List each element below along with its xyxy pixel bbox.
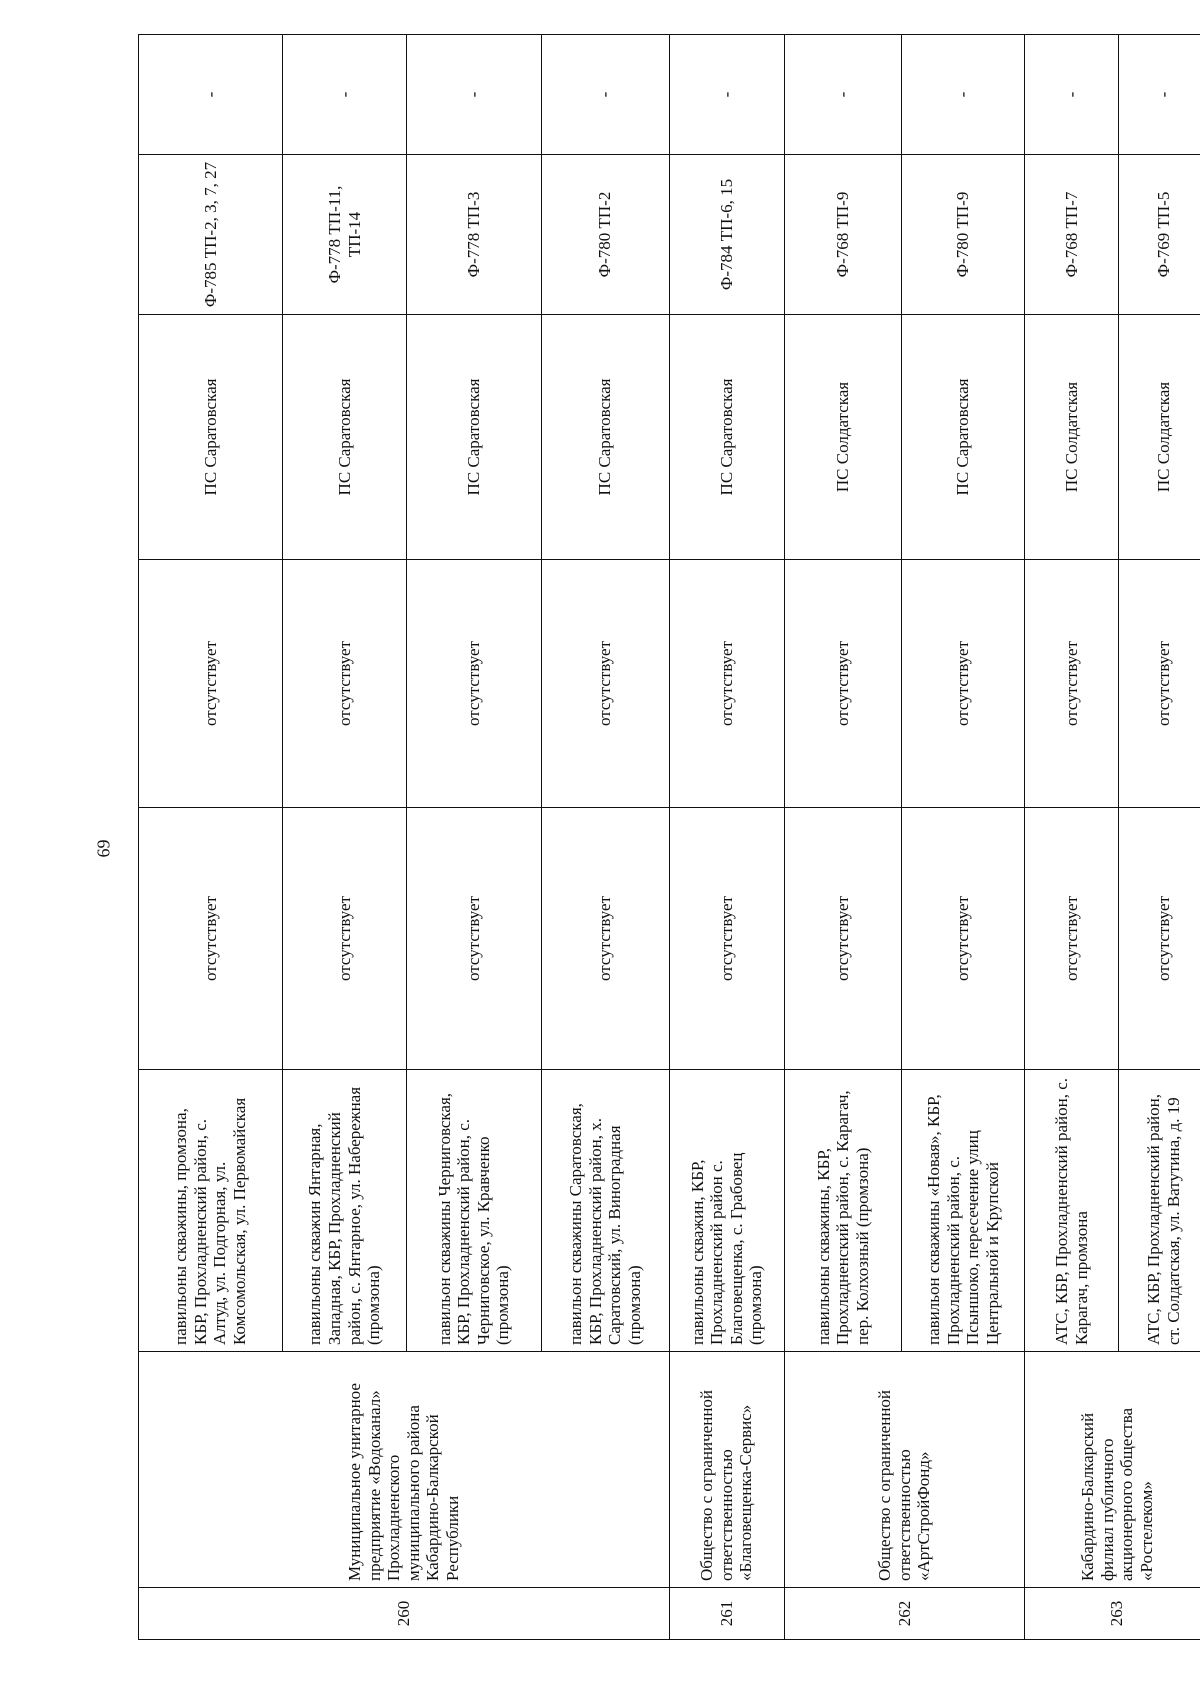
cell-col5: отсутствует bbox=[282, 560, 407, 808]
row-number: 261 bbox=[669, 1588, 784, 1640]
substation: ПС Саратовская bbox=[407, 315, 541, 560]
feeder: Ф-768 ТП-7 bbox=[1025, 155, 1118, 315]
cell-last: - bbox=[541, 35, 669, 155]
organization-name: Общество с ограниченной ответственностью «АртСтройФонд» bbox=[784, 1352, 1025, 1588]
table-row bbox=[1025, 35, 1118, 1640]
row-number: 263 bbox=[1025, 1588, 1200, 1640]
feeder: Ф-780 ТП-9 bbox=[902, 155, 1025, 315]
cell-col4: отсутствует bbox=[541, 808, 669, 1070]
object-address: павильоны скважины, КБР, Прохладненский район, с. Карагач, пер. Колхозный (промзона) bbox=[784, 1070, 901, 1352]
cell-col4: отсутствует bbox=[902, 808, 1025, 1070]
row-number: 260 bbox=[139, 1588, 670, 1640]
feeder: Ф-778 ТП-3 bbox=[407, 155, 541, 315]
table-row bbox=[139, 35, 283, 1640]
table-row bbox=[669, 35, 784, 1640]
feeder: Ф-769 ТП-5 bbox=[1118, 155, 1200, 315]
row-number: 262 bbox=[784, 1588, 1025, 1640]
cell-last: - bbox=[1118, 35, 1200, 155]
cell-last: - bbox=[407, 35, 541, 155]
cell-col5: отсутствует bbox=[902, 560, 1025, 808]
cell-col5: отсутствует bbox=[1025, 560, 1118, 808]
object-address: павильон скважины Саратовская, КБР, Прохладненский район, х. Саратовский, ул. Виноградная (промзона) bbox=[541, 1070, 669, 1352]
organization-name: Муниципальное унитарное предприятие «Водоканал» Прохладненского муниципального района Кабардино-Балкарской Республики bbox=[139, 1352, 670, 1588]
cell-col4: отсутствует bbox=[1025, 808, 1118, 1070]
substation: ПС Солдатская bbox=[1118, 315, 1200, 560]
object-address: павильон скважины Черниговская, КБР, Прохладненский район, с. Черниговское, ул. Кравченко (промзона) bbox=[407, 1070, 541, 1352]
cell-col4: отсутствует bbox=[784, 808, 901, 1070]
object-address: АТС, КБР, Прохладненский район, ст. Солдатская, ул. Ватутина, д. 19 bbox=[1118, 1070, 1200, 1352]
substation: ПС Саратовская bbox=[541, 315, 669, 560]
substation: ПС Солдатская bbox=[784, 315, 901, 560]
cell-col5: отсутствует bbox=[669, 560, 784, 808]
cell-col5: отсутствует bbox=[541, 560, 669, 808]
cell-last: - bbox=[139, 35, 283, 155]
feeder: Ф-785 ТП-2, 3, 7, 27 bbox=[139, 155, 283, 315]
cell-col5: отсутствует bbox=[784, 560, 901, 808]
substation: ПС Саратовская bbox=[282, 315, 407, 560]
cell-last: - bbox=[669, 35, 784, 155]
cell-col5: отсутствует bbox=[407, 560, 541, 808]
cell-col4: отсутствует bbox=[282, 808, 407, 1070]
cell-col4: отсутствует bbox=[407, 808, 541, 1070]
object-address: павильоны скважин Янтарная, Западная, КБР, Прохладненский район, с. Янтарное, ул. Набережная (промзона) bbox=[282, 1070, 407, 1352]
page-number: 69 bbox=[93, 839, 114, 858]
feeder: Ф-778 ТП-11, ТП-14 bbox=[282, 155, 407, 315]
substation: ПС Саратовская bbox=[902, 315, 1025, 560]
substation: ПС Саратовская bbox=[669, 315, 784, 560]
cell-col4: отсутствует bbox=[1118, 808, 1200, 1070]
cell-last: - bbox=[282, 35, 407, 155]
cell-col5: отсутствует bbox=[139, 560, 283, 808]
cell-last: - bbox=[1025, 35, 1118, 155]
substation: ПС Солдатская bbox=[1025, 315, 1118, 560]
cell-last: - bbox=[902, 35, 1025, 155]
organization-name: Общество с ограниченной ответственностью «Благовещенка-Сервис» bbox=[669, 1352, 784, 1588]
object-address: павильоны скважины, промзона, КБР, Прохладненский район, с. Алтуд, ул. Подгорная, ул. Комсомольская, ул. Первомайская bbox=[139, 1070, 283, 1352]
object-address: АТС, КБР, Прохладненский район, с. Карагач, промзона bbox=[1025, 1070, 1118, 1352]
cell-col4: отсутствует bbox=[139, 808, 283, 1070]
object-address: павильоны скважин, КБР, Прохладненский район с. Благовещенка, с. Грабовец (промзона) bbox=[669, 1070, 784, 1352]
feeder: Ф-780 ТП-2 bbox=[541, 155, 669, 315]
power-supply-table bbox=[138, 34, 1200, 1640]
cell-col4: отсутствует bbox=[669, 808, 784, 1070]
feeder: Ф-768 ТП-9 bbox=[784, 155, 901, 315]
substation: ПС Саратовская bbox=[139, 315, 283, 560]
cell-col5: отсутствует bbox=[1118, 560, 1200, 808]
organization-name: Кабардино-Балкарский филиал публичного акционерного общества «Ростелеком» bbox=[1025, 1352, 1200, 1588]
feeder: Ф-784 ТП-6, 15 bbox=[669, 155, 784, 315]
object-address: павильон скважины «Новая», КБР, Прохладненский район, с. Псыншоко, пересечение улиц Центральной и Крупской bbox=[902, 1070, 1025, 1352]
table-row bbox=[784, 35, 901, 1640]
table-rotation-wrapper bbox=[138, 35, 1200, 1640]
cell-last: - bbox=[784, 35, 901, 155]
